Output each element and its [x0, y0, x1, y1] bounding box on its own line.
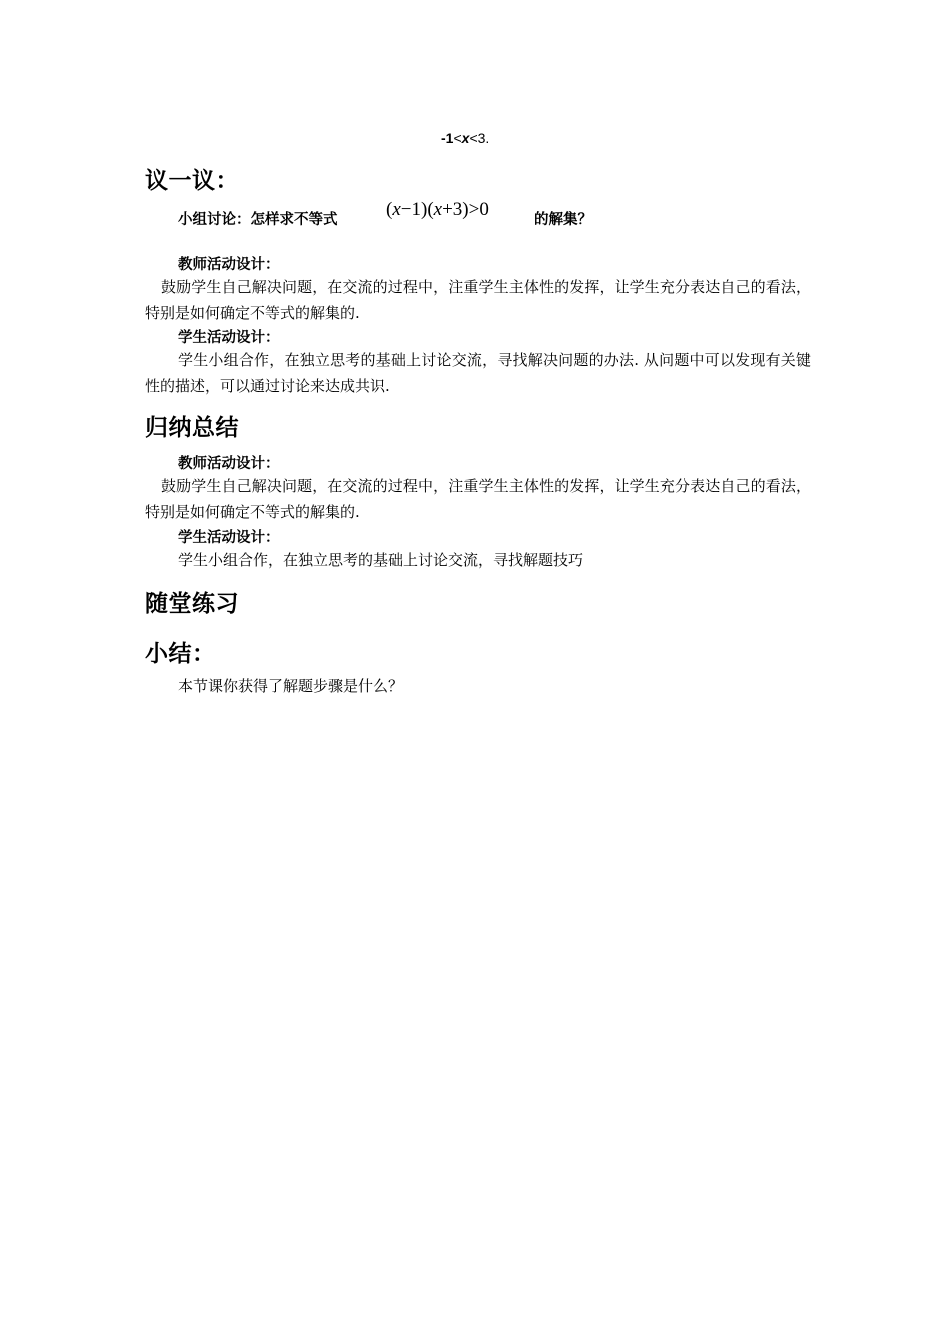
inequality-formula — [386, 199, 489, 221]
paren-close-1: ) — [420, 199, 428, 220]
teacher-activity-text-1: 鼓励学生自己解决问题，在交流的过程中，注重学生主体性的发挥，让学生充分表达自己的看法，特别是如何确定不等式的解集的. — [145, 278, 811, 322]
paren-open-1: ( — [386, 199, 393, 220]
section-heading-summary: 归纳总结 — [145, 415, 239, 441]
teacher-activity-text-2: 鼓励学生自己解决问题，在交流的过程中，注重学生主体性的发挥，让学生充分表达自己的看法，特别是如何确定不等式的解集的. — [145, 477, 811, 521]
student-activity-label-2: 学生活动设计： — [178, 530, 280, 546]
teacher-activity-label-2: 教师活动设计： — [178, 456, 280, 472]
formula-rhs: 3. — [477, 130, 490, 146]
section-heading-conclusion: 小结： — [145, 641, 216, 667]
discussion-prefix: 小组讨论：怎样求不等式 — [178, 212, 338, 228]
paren-open-2: ( — [427, 199, 434, 220]
formula-lt-1: < — [453, 130, 462, 146]
discussion-suffix: 的解集？ — [534, 212, 592, 228]
inequality-var-1: x — [392, 199, 401, 220]
inequality-plus-term: +3 — [442, 199, 463, 220]
paren-close-2: ) — [462, 199, 469, 220]
formula-var: x — [461, 130, 470, 146]
inequality-gt-zero: >0 — [468, 199, 489, 220]
section-heading-practice: 随堂练习 — [145, 591, 239, 617]
top-formula — [441, 130, 489, 146]
inequality-var-2: x — [433, 199, 443, 220]
student-activity-text-2: 学生小组合作，在独立思考的基础上讨论交流，寻找解题技巧 — [178, 551, 584, 569]
conclusion-text: 本节课你获得了解题步骤是什么？ — [178, 677, 404, 695]
student-activity-text-1: 学生小组合作，在独立思考的基础上讨论交流，寻找解决问题的办法. 从问题中可以发现有关键性的描述，可以通过讨论来达成共识. — [145, 351, 811, 395]
inequality-minus-term: −1 — [400, 199, 421, 220]
formula-lt-2: < — [469, 130, 478, 146]
teacher-activity-label-1: 教师活动设计： — [178, 257, 280, 273]
student-activity-label-1: 学生活动设计： — [178, 330, 280, 346]
formula-lhs: -1 — [441, 130, 454, 146]
section-heading-discuss: 议一议： — [145, 168, 239, 194]
